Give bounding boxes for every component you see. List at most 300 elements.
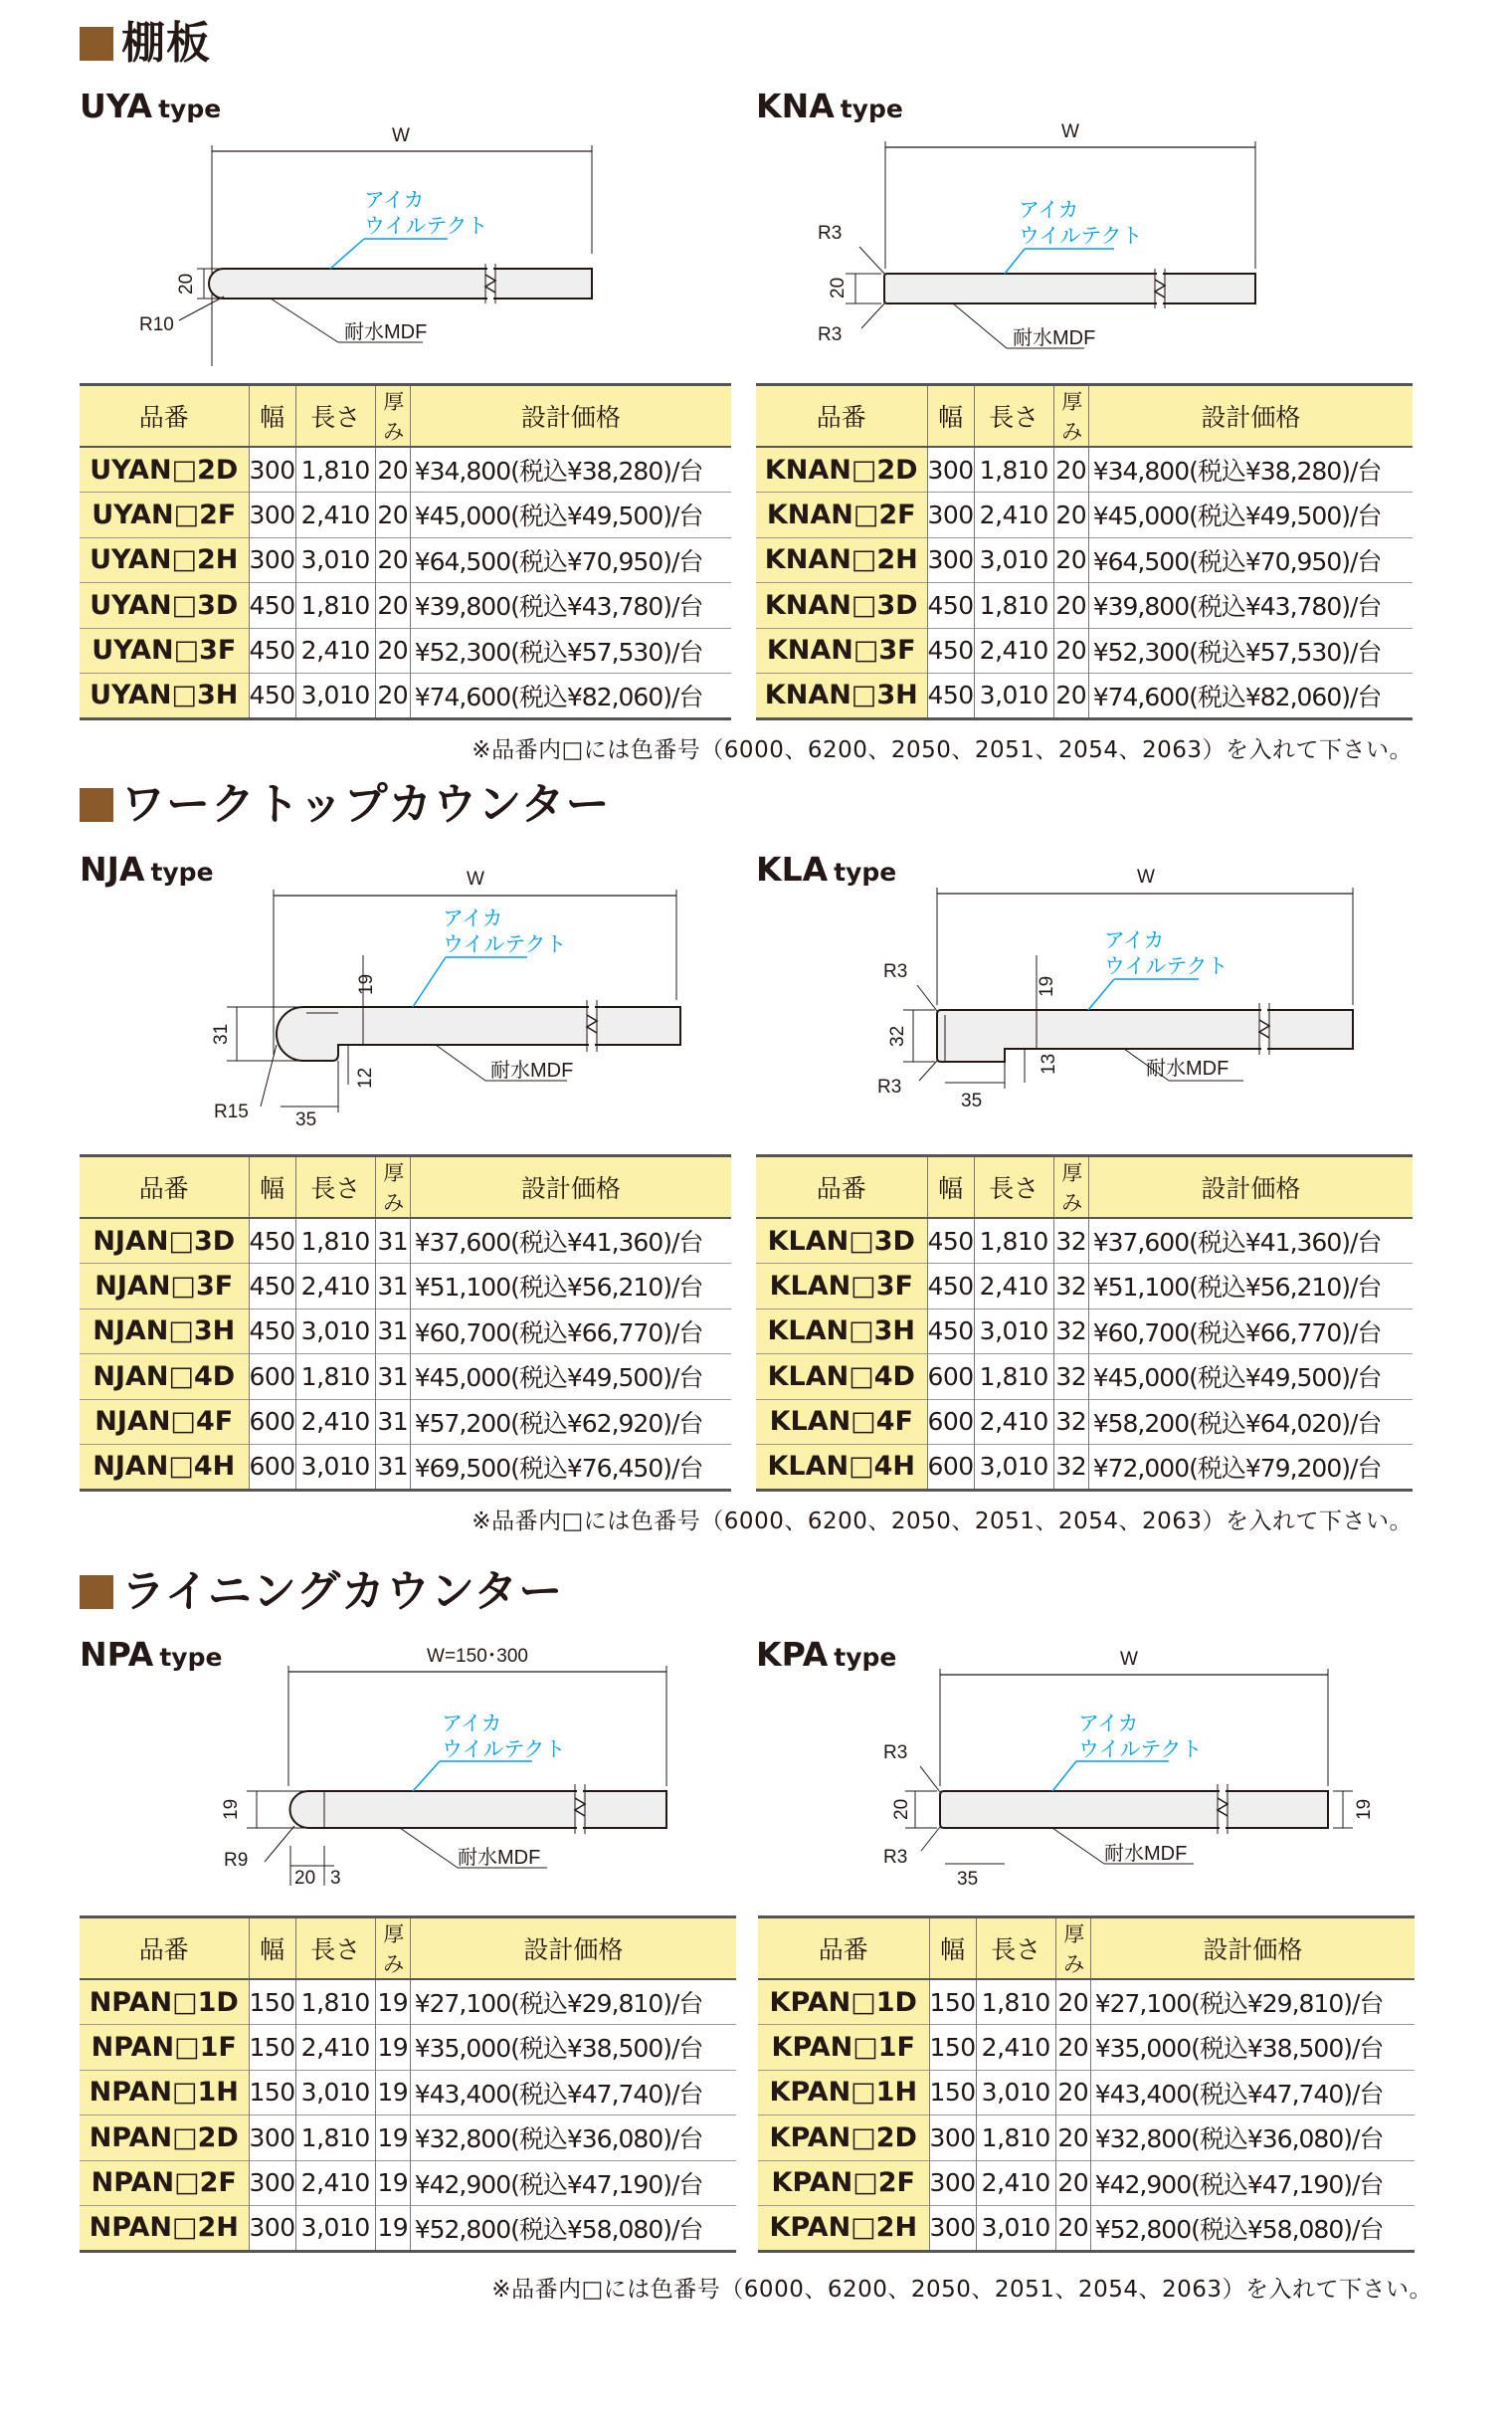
cell-price: ¥58,200(税込¥64,020)/台 [1088, 1399, 1413, 1445]
cell-length: 3,010 [295, 674, 375, 719]
diagram-kpa [865, 1637, 1383, 1896]
material-label-2: ウイルテクト [1019, 225, 1143, 248]
cell-code: NPAN□2H [80, 2206, 249, 2252]
cell-code: UYAN□2H [80, 537, 249, 583]
cell-width: 450 [249, 1309, 295, 1354]
diagram-npa [209, 1637, 706, 1896]
cell-price: ¥39,800(税込¥43,780)/台 [410, 583, 731, 629]
cell-code: KPAN□1D [758, 1979, 929, 2025]
cell-code: KNAN□3F [756, 628, 927, 674]
radius-top-label: R3 [818, 223, 843, 244]
cell-width: 300 [249, 2206, 295, 2252]
cell-width: 150 [929, 1979, 976, 2025]
square-bullet-icon [80, 788, 113, 822]
cell-width: 450 [249, 674, 295, 719]
cell-code: NPAN□1F [80, 2025, 249, 2071]
header-length: 長さ [974, 385, 1053, 448]
cell-code: KPAN□1H [758, 2070, 929, 2116]
table-row [756, 493, 1413, 538]
cell-code: KNAN□2D [756, 447, 927, 493]
cell-price: ¥74,600(税込¥82,060)/台 [1088, 674, 1413, 719]
width-label: W [1137, 867, 1155, 888]
cell-price: ¥34,800(税込¥38,280)/台 [410, 447, 731, 493]
table-row [756, 628, 1413, 674]
cell-length: 1,810 [295, 1979, 375, 2025]
header-width: 幅 [249, 1156, 295, 1219]
radius-label: R15 [214, 1102, 249, 1122]
cell-thickness: 31 [375, 1218, 410, 1264]
header-width: 幅 [929, 1917, 976, 1980]
core-label: 耐水MDF [1013, 327, 1096, 349]
header-length: 長さ [974, 1156, 1053, 1219]
header-price: 設計価格 [1088, 385, 1413, 448]
cell-length: 3,010 [974, 1309, 1053, 1354]
cell-width: 450 [927, 583, 974, 629]
cell-width: 300 [927, 493, 974, 538]
cell-width: 600 [927, 1354, 974, 1400]
cell-thickness: 19 [375, 2070, 410, 2116]
cell-price: ¥42,900(税込¥47,190)/台 [1090, 2160, 1415, 2206]
cell-thickness: 32 [1053, 1445, 1088, 1491]
section-title-shelf [80, 18, 211, 69]
top-height-label: 19 [356, 973, 377, 995]
cell-price: ¥74,600(税込¥82,060)/台 [410, 674, 731, 719]
material-label-1: アイカ [1019, 199, 1079, 222]
cell-length: 2,410 [974, 1399, 1053, 1445]
cell-thickness: 32 [1053, 1399, 1088, 1445]
depth-label: 35 [957, 1869, 979, 1890]
table-row [758, 1979, 1415, 2025]
header-price: 設計価格 [410, 385, 731, 448]
cell-code: NJAN□3F [80, 1264, 249, 1310]
cell-code: KNAN□3H [756, 674, 927, 719]
header-width: 幅 [249, 385, 295, 448]
table-row [80, 2116, 736, 2161]
cell-width: 150 [249, 2070, 295, 2116]
cell-width: 600 [927, 1399, 974, 1445]
cell-length: 2,410 [974, 1264, 1053, 1310]
cell-width: 450 [927, 1264, 974, 1310]
cell-code: KPAN□2H [758, 2206, 929, 2252]
cell-length: 1,810 [974, 447, 1053, 493]
cell-width: 300 [927, 537, 974, 583]
cell-length: 2,410 [295, 1264, 375, 1310]
section-title-lining [80, 1566, 564, 1617]
cell-price: ¥51,100(税込¥56,210)/台 [410, 1264, 731, 1310]
cell-width: 450 [927, 628, 974, 674]
material-label-2: ウイルテクト [442, 1738, 566, 1761]
cell-width: 600 [927, 1445, 974, 1491]
header-thickness: 厚み [1055, 1917, 1090, 1980]
height-label: 19 [221, 1798, 242, 1820]
cell-width: 300 [249, 2116, 295, 2161]
table-row [80, 583, 731, 629]
cell-price: ¥51,100(税込¥56,210)/台 [1088, 1264, 1413, 1310]
cell-length: 3,010 [295, 2070, 375, 2116]
cell-width: 600 [249, 1354, 295, 1400]
cell-code: KLAN□3H [756, 1309, 927, 1354]
cell-width: 150 [249, 1979, 295, 2025]
material-label-1: アイカ [1078, 1713, 1139, 1735]
table-row [80, 628, 731, 674]
color-number-note: ※品番内□には色番号（6000、6200、2050、2051、2054、2063）を入れて下さい。 [491, 2277, 1432, 2303]
spec-table-kna [756, 383, 1413, 720]
cell-thickness: 20 [375, 674, 410, 719]
diagram-nja [199, 856, 716, 1144]
cell-price: ¥42,900(税込¥47,190)/台 [410, 2160, 736, 2206]
cell-length: 2,410 [295, 2025, 375, 2071]
cell-thickness: 20 [1055, 2070, 1090, 2116]
cell-length: 3,010 [295, 2206, 375, 2252]
header-thickness: 厚み [1053, 1156, 1088, 1219]
cell-code: NJAN□4F [80, 1399, 249, 1445]
cell-price: ¥32,800(税込¥36,080)/台 [1090, 2116, 1415, 2161]
header-length: 長さ [976, 1917, 1055, 1980]
cell-thickness: 20 [375, 493, 410, 538]
cell-thickness: 32 [1053, 1218, 1088, 1264]
cell-thickness: 20 [1055, 2206, 1090, 2252]
cell-thickness: 31 [375, 1309, 410, 1354]
cell-price: ¥72,000(税込¥79,200)/台 [1088, 1445, 1413, 1491]
cell-price: ¥43,400(税込¥47,740)/台 [410, 2070, 736, 2116]
cell-length: 2,410 [974, 493, 1053, 538]
cell-width: 150 [929, 2070, 976, 2116]
cell-length: 3,010 [295, 537, 375, 583]
cell-thickness: 31 [375, 1354, 410, 1400]
cell-price: ¥32,800(税込¥36,080)/台 [410, 2116, 736, 2161]
width-label: W [1061, 121, 1079, 142]
cell-length: 3,010 [976, 2206, 1055, 2252]
spec-table-nja [80, 1154, 731, 1492]
cell-thickness: 20 [1053, 493, 1088, 538]
table-row [80, 493, 731, 538]
table-row [756, 1445, 1413, 1491]
cell-thickness: 20 [1055, 1979, 1090, 2025]
table-row [80, 1354, 731, 1400]
cell-price: ¥60,700(税込¥66,770)/台 [1088, 1309, 1413, 1354]
cell-width: 300 [249, 537, 295, 583]
cell-price: ¥52,300(税込¥57,530)/台 [410, 628, 731, 674]
table-row [756, 537, 1413, 583]
cell-thickness: 32 [1053, 1354, 1088, 1400]
width-label: W [1120, 1649, 1138, 1670]
type-label-kla: KLA type [756, 850, 897, 889]
height-label: 20 [891, 1798, 912, 1820]
cell-price: ¥35,000(税込¥38,500)/台 [1090, 2025, 1415, 2071]
table-row [80, 674, 731, 719]
core-label: 耐水MDF [1104, 1843, 1188, 1865]
table-row [80, 1264, 731, 1310]
header-length: 長さ [295, 1917, 375, 1980]
type-label-kpa: KPA type [756, 1635, 897, 1674]
cell-thickness: 20 [1053, 583, 1088, 629]
cell-width: 450 [249, 1264, 295, 1310]
table-row [756, 1218, 1413, 1264]
square-bullet-icon [80, 27, 113, 61]
total-height-label: 31 [211, 1023, 232, 1045]
height-label: 20 [828, 277, 849, 299]
cell-code: NJAN□4D [80, 1354, 249, 1400]
header-code: 品番 [758, 1917, 929, 1980]
cell-length: 3,010 [295, 1309, 375, 1354]
depth-label: 35 [295, 1109, 317, 1130]
header-code: 品番 [80, 1156, 249, 1219]
radius-bottom-label: R3 [883, 1847, 908, 1868]
cell-code: KPAN□2D [758, 2116, 929, 2161]
cell-price: ¥27,100(税込¥29,810)/台 [1090, 1979, 1415, 2025]
bottom-height-label: 12 [355, 1067, 376, 1089]
table-row [80, 447, 731, 493]
cell-length: 1,810 [295, 583, 375, 629]
header-width: 幅 [927, 1156, 974, 1219]
cell-width: 300 [249, 493, 295, 538]
cell-thickness: 19 [375, 2116, 410, 2161]
header-code: 品番 [756, 1156, 927, 1219]
top-height-label: 19 [1037, 975, 1057, 997]
cell-code: KPAN□1F [758, 2025, 929, 2071]
section-title-text: 棚板 [121, 18, 211, 69]
header-width: 幅 [927, 385, 974, 448]
diagram-uya [119, 109, 617, 358]
table-row [756, 447, 1413, 493]
diagram-kna [796, 109, 1293, 358]
header-code: 品番 [80, 385, 249, 448]
cell-code: NPAN□2F [80, 2160, 249, 2206]
table-row [80, 1309, 731, 1354]
table-row [756, 583, 1413, 629]
cell-price: ¥37,600(税込¥41,360)/台 [1088, 1218, 1413, 1264]
cell-width: 300 [929, 2116, 976, 2161]
cell-thickness: 20 [1053, 447, 1088, 493]
cell-width: 600 [249, 1445, 295, 1491]
cell-thickness: 20 [375, 583, 410, 629]
table-row [80, 1399, 731, 1445]
cell-code: UYAN□3D [80, 583, 249, 629]
header-thickness: 厚み [375, 385, 410, 448]
cell-code: NJAN□3H [80, 1309, 249, 1354]
cell-width: 300 [927, 447, 974, 493]
material-label-1: アイカ [442, 1713, 502, 1735]
table-row [80, 1445, 731, 1491]
type-label-kna: KNA type [756, 87, 903, 125]
cell-length: 2,410 [295, 628, 375, 674]
section-title-text: ワークトップカウンター [121, 779, 611, 830]
cell-thickness: 20 [375, 447, 410, 493]
cell-length: 3,010 [976, 2070, 1055, 2116]
cell-length: 1,810 [976, 1979, 1055, 2025]
cell-width: 150 [249, 2025, 295, 2071]
header-thickness: 厚み [375, 1917, 410, 1980]
depth-label-2: 3 [330, 1868, 341, 1889]
material-label-2: ウイルテクト [443, 933, 567, 956]
cell-thickness: 32 [1053, 1264, 1088, 1310]
bottom-height-label: 13 [1039, 1053, 1059, 1075]
cell-length: 3,010 [295, 1445, 375, 1491]
cell-thickness: 20 [375, 537, 410, 583]
cell-code: NPAN□2D [80, 2116, 249, 2161]
cell-thickness: 20 [1055, 2116, 1090, 2161]
material-label-1: アイカ [443, 907, 503, 930]
cell-price: ¥64,500(税込¥70,950)/台 [410, 537, 731, 583]
table-row [758, 2116, 1415, 2161]
right-height-label: 19 [1354, 1798, 1375, 1820]
cell-length: 1,810 [974, 1218, 1053, 1264]
cell-length: 1,810 [295, 1218, 375, 1264]
material-label-2: ウイルテクト [1078, 1738, 1203, 1761]
radius-label: R9 [224, 1850, 249, 1871]
header-code: 品番 [80, 1917, 249, 1980]
cell-price: ¥43,400(税込¥47,740)/台 [1090, 2070, 1415, 2116]
cell-code: UYAN□2F [80, 493, 249, 538]
cell-code: UYAN□3H [80, 674, 249, 719]
table-row [758, 2160, 1415, 2206]
spec-table-npa [80, 1915, 736, 2253]
cell-price: ¥34,800(税込¥38,280)/台 [1088, 447, 1413, 493]
header-length: 長さ [295, 385, 375, 448]
cell-length: 1,810 [974, 583, 1053, 629]
cell-width: 600 [249, 1399, 295, 1445]
cell-code: KNAN□3D [756, 583, 927, 629]
table-row [756, 1399, 1413, 1445]
spec-table-uya [80, 383, 731, 720]
cell-width: 300 [249, 447, 295, 493]
total-height-label: 32 [887, 1025, 908, 1047]
cell-length: 1,810 [976, 2116, 1055, 2161]
cell-code: UYAN□2D [80, 447, 249, 493]
header-code: 品番 [756, 385, 927, 448]
cell-price: ¥45,000(税込¥49,500)/台 [1088, 493, 1413, 538]
header-price: 設計価格 [1090, 1917, 1415, 1980]
table-row [80, 2206, 736, 2252]
radius-top-label: R3 [883, 1742, 908, 1763]
cell-price: ¥57,200(税込¥62,920)/台 [410, 1399, 731, 1445]
cell-thickness: 20 [1053, 628, 1088, 674]
cell-price: ¥69,500(税込¥76,450)/台 [410, 1445, 731, 1491]
cell-price: ¥27,100(税込¥29,810)/台 [410, 1979, 736, 2025]
table-row [758, 2070, 1415, 2116]
cell-length: 3,010 [974, 537, 1053, 583]
material-label-2: ウイルテクト [1104, 955, 1228, 978]
width-label: W [392, 125, 410, 146]
material-label-2: ウイルテクト [364, 215, 488, 238]
cell-thickness: 20 [1055, 2025, 1090, 2071]
table-row [80, 1979, 736, 2025]
material-label-1: アイカ [364, 189, 425, 212]
cell-length: 2,410 [295, 1399, 375, 1445]
header-price: 設計価格 [1088, 1156, 1413, 1219]
depth-label-1: 20 [294, 1868, 316, 1889]
header-thickness: 厚み [1053, 385, 1088, 448]
cell-thickness: 31 [375, 1445, 410, 1491]
cell-price: ¥60,700(税込¥66,770)/台 [410, 1309, 731, 1354]
header-price: 設計価格 [410, 1156, 731, 1219]
cell-length: 2,410 [976, 2160, 1055, 2206]
type-label-npa: NPA type [80, 1635, 223, 1674]
table-row [80, 2025, 736, 2071]
type-label-uya: UYA type [80, 87, 222, 125]
cell-width: 450 [927, 674, 974, 719]
cell-width: 150 [929, 2025, 976, 2071]
table-row [756, 1354, 1413, 1400]
table-row [758, 2025, 1415, 2071]
header-thickness: 厚み [375, 1156, 410, 1219]
radius-label: R10 [139, 314, 174, 335]
cell-thickness: 31 [375, 1399, 410, 1445]
cell-thickness: 19 [375, 2025, 410, 2071]
cell-thickness: 20 [375, 628, 410, 674]
core-label: 耐水MDF [1146, 1058, 1229, 1080]
cell-price: ¥39,800(税込¥43,780)/台 [1088, 583, 1413, 629]
core-label: 耐水MDF [344, 321, 428, 343]
cell-thickness: 19 [375, 2206, 410, 2252]
cell-price: ¥37,600(税込¥41,360)/台 [410, 1218, 731, 1264]
square-bullet-icon [80, 1575, 113, 1609]
spec-table-kpa [758, 1915, 1415, 2253]
header-length: 長さ [295, 1156, 375, 1219]
cell-code: NJAN□4H [80, 1445, 249, 1491]
table-row [80, 2160, 736, 2206]
cell-length: 3,010 [974, 1445, 1053, 1491]
table-row [756, 1264, 1413, 1310]
cell-price: ¥45,000(税込¥49,500)/台 [410, 493, 731, 538]
cell-length: 1,810 [295, 2116, 375, 2161]
cell-price: ¥45,000(税込¥49,500)/台 [1088, 1354, 1413, 1400]
cell-thickness: 31 [375, 1264, 410, 1310]
cell-length: 2,410 [295, 2160, 375, 2206]
cell-thickness: 32 [1053, 1309, 1088, 1354]
cell-code: KLAN□3F [756, 1264, 927, 1310]
width-label: W=150･300 [427, 1646, 528, 1667]
cell-thickness: 19 [375, 2160, 410, 2206]
cell-width: 450 [927, 1309, 974, 1354]
cell-code: NJAN□3D [80, 1218, 249, 1264]
cell-thickness: 20 [1053, 674, 1088, 719]
spec-table-kla [756, 1154, 1413, 1492]
cell-code: UYAN□3F [80, 628, 249, 674]
cell-width: 450 [249, 1218, 295, 1264]
cell-code: KPAN□2F [758, 2160, 929, 2206]
radius-top-label: R3 [883, 961, 908, 982]
cell-code: KNAN□2H [756, 537, 927, 583]
height-label: 20 [176, 273, 197, 295]
cell-width: 450 [249, 583, 295, 629]
type-label-nja: NJA type [80, 850, 214, 889]
cell-length: 1,810 [295, 447, 375, 493]
section-title-worktop [80, 779, 611, 830]
cell-price: ¥52,300(税込¥57,530)/台 [1088, 628, 1413, 674]
cell-width: 300 [249, 2160, 295, 2206]
cell-length: 2,410 [976, 2025, 1055, 2071]
cell-code: NPAN□1D [80, 1979, 249, 2025]
table-row [80, 537, 731, 583]
table-row [80, 1218, 731, 1264]
diagram-kla [865, 856, 1383, 1144]
cell-price: ¥52,800(税込¥58,080)/台 [1090, 2206, 1415, 2252]
cell-code: KLAN□4H [756, 1445, 927, 1491]
cell-length: 1,810 [295, 1354, 375, 1400]
cell-width: 450 [249, 628, 295, 674]
cell-price: ¥52,800(税込¥58,080)/台 [410, 2206, 736, 2252]
depth-label: 35 [961, 1091, 983, 1111]
cell-length: 1,810 [974, 1354, 1053, 1400]
core-label: 耐水MDF [490, 1060, 574, 1082]
cell-thickness: 19 [375, 1979, 410, 2025]
radius-bottom-label: R3 [877, 1077, 902, 1098]
cell-code: KNAN□2F [756, 493, 927, 538]
cell-price: ¥64,500(税込¥70,950)/台 [1088, 537, 1413, 583]
color-number-note: ※品番内□には色番号（6000、6200、2050、2051、2054、2063）を入れて下さい。 [472, 737, 1413, 763]
core-label: 耐水MDF [458, 1847, 541, 1869]
